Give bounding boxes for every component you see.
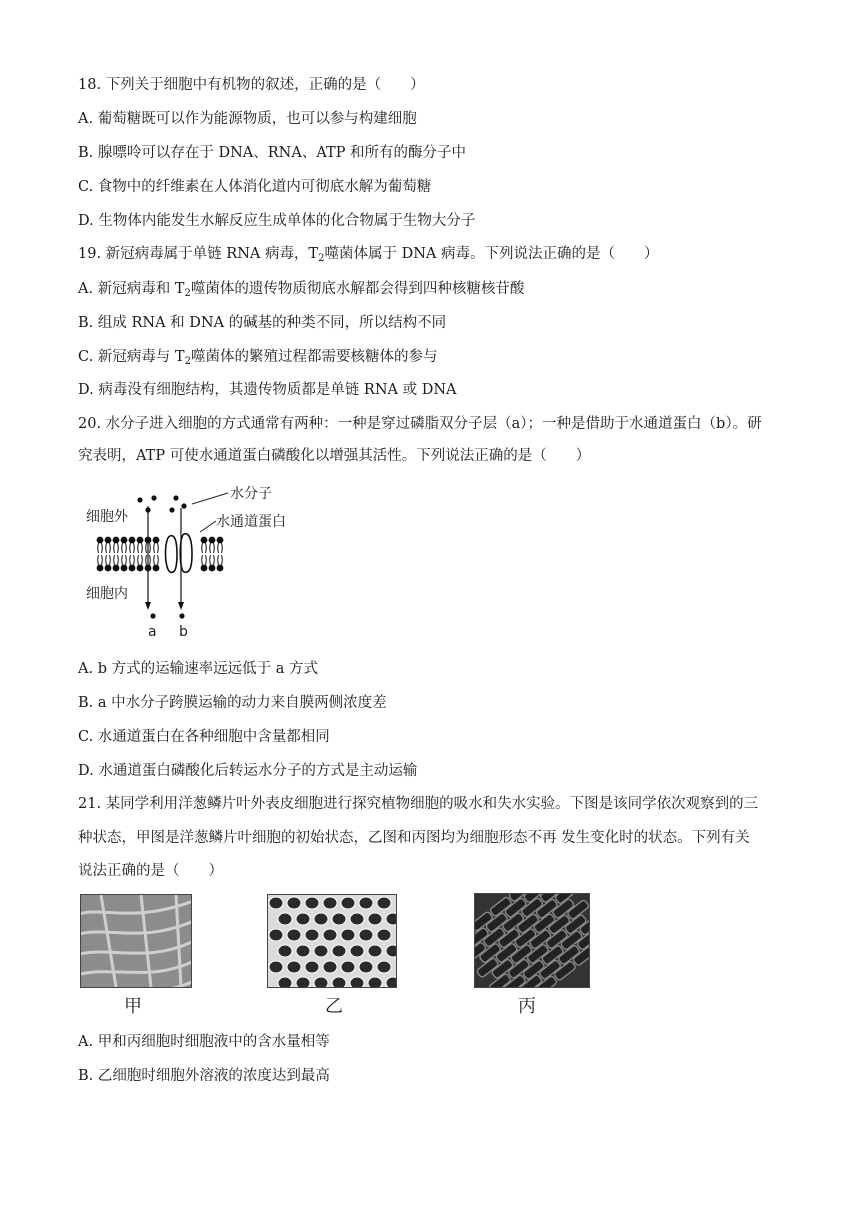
phospholipid-head — [97, 537, 104, 544]
protoplast — [323, 929, 337, 941]
outside-label: 细胞外 — [86, 509, 128, 525]
q20-stem-line2: 究表明，ATP 可使水通道蛋白磷酸化以增强其活性。下列说法正确的是（ ） — [78, 448, 591, 464]
protoplast — [269, 929, 283, 941]
protoplast — [305, 961, 319, 973]
q21-option-a[interactable]: A. 甲和丙细胞时细胞液中的含水量相等 — [78, 1034, 330, 1050]
inside-label: 细胞内 — [86, 586, 128, 602]
phospholipid-head — [217, 565, 224, 572]
phospholipid-head — [97, 565, 104, 572]
q20-option-b[interactable]: B. a 中水分子跨膜运输的动力来自膜两侧浓度差 — [78, 695, 387, 711]
phospholipid-head — [153, 565, 160, 572]
phospholipid-tail — [98, 543, 103, 553]
q18-option-c[interactable]: C. 食物中的纤维素在人体消化道内可彻底水解为葡萄糖 — [78, 179, 432, 195]
phospholipid-tail — [138, 555, 143, 565]
q19-option-c-part1: C. 新冠病毒与 T — [78, 349, 185, 365]
membrane-diagram — [80, 476, 320, 644]
q21-stem-line3: 说法正确的是（ ） — [78, 863, 223, 879]
protoplast — [359, 929, 373, 941]
protoplast — [287, 929, 301, 941]
q20-option-a[interactable]: A. b 方式的运输速率远远低于 a 方式 — [78, 661, 318, 677]
phospholipid-tail — [210, 555, 215, 565]
protoplast — [377, 929, 391, 941]
q19-stem-part2: 噬菌体属于 DNA 病毒。下列说法正确的是（ ） — [324, 246, 659, 262]
micrograph-jia — [80, 894, 192, 988]
protoplast — [305, 897, 319, 909]
q19-option-a-part2: 噬菌体的遗传物质彻底水解都会得到四种核糖核苷酸 — [190, 281, 525, 297]
micrograph-yi — [267, 894, 397, 988]
protoplast — [332, 913, 346, 925]
q21-option-b[interactable]: B. 乙细胞时细胞外溶液的浓度达到最高 — [78, 1068, 330, 1084]
protoplast — [305, 929, 319, 941]
water-molecules — [137, 495, 186, 618]
phospholipid-tail — [218, 543, 223, 553]
phospholipid-head — [121, 537, 128, 544]
phospholipid-tail — [122, 555, 127, 565]
phospholipid-tail — [98, 555, 103, 565]
protoplast — [368, 977, 382, 987]
protoplast — [359, 897, 373, 909]
q20-option-d[interactable]: D. 水通道蛋白磷酸化后转运水分子的方式是主动运输 — [78, 763, 418, 779]
q18-stem: 18. 下列关于细胞中有机物的叙述，正确的是（ ） — [78, 77, 425, 93]
q21-stem-line1: 21. 某同学利用洋葱鳞片叶外表皮细胞进行探究植物细胞的吸水和失水实验。下图是该同学依次观察到的三 — [78, 796, 759, 812]
q19-option-c[interactable] — [78, 347, 437, 367]
protoplast — [350, 945, 364, 957]
q20-option-c[interactable]: C. 水通道蛋白在各种细胞中含量都相同 — [78, 729, 330, 745]
protoplast — [269, 961, 283, 973]
phospholipid-head — [113, 565, 120, 572]
protoplast — [368, 913, 382, 925]
phospholipid-head — [121, 565, 128, 572]
protoplast — [368, 945, 382, 957]
q19-option-c-part2: 噬菌体的繁殖过程都需要核糖体的参与 — [190, 349, 438, 365]
phospholipid-head — [129, 537, 136, 544]
protoplast — [278, 913, 292, 925]
phospholipid-head — [201, 537, 208, 544]
protoplast — [287, 961, 301, 973]
path-a-label: a — [148, 624, 157, 640]
protoplast — [296, 977, 310, 987]
phospholipid-tail — [202, 543, 207, 553]
phospholipid-tail — [130, 555, 135, 565]
phospholipid-tail — [154, 555, 159, 565]
protoplast — [341, 929, 355, 941]
q19-option-d[interactable]: D. 病毒没有细胞结构，其遗传物质都是单链 RNA 或 DNA — [78, 382, 457, 398]
protoplast — [332, 945, 346, 957]
protoplast — [296, 913, 310, 925]
phospholipid-head — [137, 565, 144, 572]
q19-stem — [78, 244, 659, 264]
caption-jia: 甲 — [124, 996, 142, 1017]
phospholipid-tail — [218, 555, 223, 565]
q19-option-b[interactable]: B. 组成 RNA 和 DNA 的碱基的种类不同，所以结构不同 — [78, 315, 447, 331]
phospholipid-head — [113, 537, 120, 544]
phospholipid-head — [105, 537, 112, 544]
protoplast — [278, 945, 292, 957]
protoplast — [341, 961, 355, 973]
phospholipid-tail — [210, 543, 215, 553]
protoplast — [314, 945, 328, 957]
phospholipid-tail — [154, 543, 159, 553]
protoplast — [269, 897, 283, 909]
phospholipid-head — [129, 565, 136, 572]
protoplast — [350, 913, 364, 925]
phospholipid-head — [217, 537, 224, 544]
water-molecule-label: 水分子 — [230, 486, 272, 502]
micrograph-bing — [474, 893, 590, 988]
protoplast — [323, 961, 337, 973]
q21-stem-line2: 种状态，甲图是洋葱鳞片叶细胞的初始状态，乙图和丙图均为细胞形态不再 发生变化时的状态。下列有关 — [78, 830, 750, 846]
q19-option-a-subscript: 2 — [184, 288, 191, 299]
q19-option-a-part1: A. 新冠病毒和 T — [78, 281, 185, 297]
q19-option-a[interactable] — [78, 279, 524, 299]
q18-option-a[interactable]: A. 葡萄糖既可以作为能源物质，也可以参与构建细胞 — [78, 111, 417, 127]
phospholipid-molecules — [97, 537, 224, 572]
protoplast — [386, 913, 396, 925]
q18-option-b[interactable]: B. 腺嘌呤可以存在于 DNA、RNA、ATP 和所有的酶分子中 — [78, 145, 467, 161]
phospholipid-head — [137, 537, 144, 544]
protoplast — [314, 913, 328, 925]
protoplast — [278, 977, 292, 987]
q19-stem-subscript: 2 — [318, 253, 325, 264]
protoplast — [323, 897, 337, 909]
phospholipid-head — [105, 565, 112, 572]
protoplast — [386, 945, 396, 957]
phospholipid-tail — [130, 543, 135, 553]
q19-stem-part1: 19. 新冠病毒属于单链 RNA 病毒，T — [78, 246, 319, 262]
protoplast — [350, 977, 364, 987]
phospholipid-tail — [138, 543, 143, 553]
caption-yi: 乙 — [325, 996, 343, 1017]
protoplast — [296, 945, 310, 957]
protoplast — [287, 897, 301, 909]
protoplast — [377, 897, 391, 909]
phospholipid-tail — [114, 543, 119, 553]
protoplast — [341, 897, 355, 909]
phospholipid-tail — [106, 543, 111, 553]
protoplast — [377, 961, 391, 973]
phospholipid-head — [201, 565, 208, 572]
water-channel-protein — [166, 536, 178, 573]
protoplast — [314, 977, 328, 987]
water-channel-label: 水通道蛋白 — [216, 514, 286, 530]
phospholipid-tail — [122, 543, 127, 553]
q19-option-c-subscript: 2 — [184, 356, 191, 367]
phospholipid-head — [153, 537, 160, 544]
phospholipid-tail — [106, 555, 111, 565]
protoplast — [332, 977, 346, 987]
protoplast — [359, 961, 373, 973]
phospholipid-head — [209, 537, 216, 544]
phospholipid-head — [209, 565, 216, 572]
path-b-label: b — [179, 624, 188, 640]
q20-stem-line1: 20. 水分子进入细胞的方式通常有两种：一种是穿过磷脂双分子层（a）；一种是借助于水通道蛋白（b）。研 — [78, 416, 762, 432]
phospholipid-tail — [114, 555, 119, 565]
caption-bing: 丙 — [518, 996, 536, 1017]
q18-option-d[interactable]: D. 生物体内能发生水解反应生成单体的化合物属于生物大分子 — [78, 213, 476, 229]
phospholipid-tail — [202, 555, 207, 565]
